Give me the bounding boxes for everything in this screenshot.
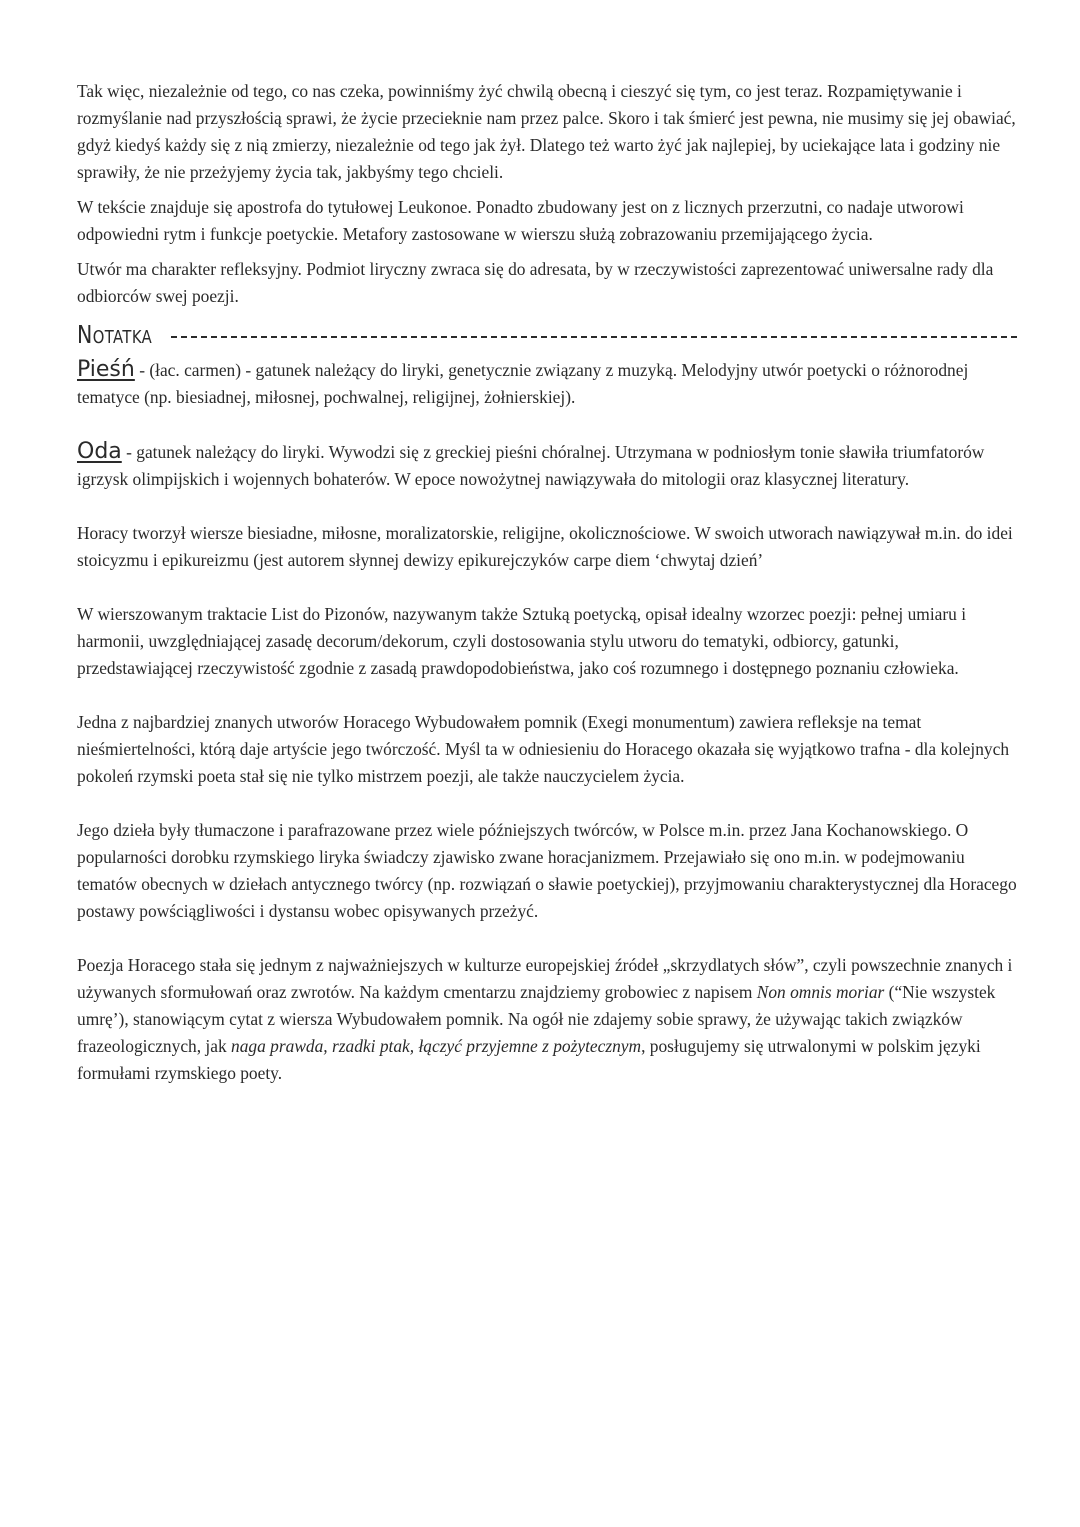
definition-oda-text: - gatunek należący do liryki. Wywodzi się z greckiej pieśni chóralnej. Utrzymana w podniosłym tonie sławiła triumfatorów igrzysk olimpijskich i wojennych bohaterów. W epoce nowożytnej nawiązywała do mitologii oraz klasycznej literatury. [77,442,985,489]
text-segment: Poezja Horacego stała się jednym z najważniejszych w kulturze europejskiej źródeł „skrzydlatych słów”, czyli powszechnie znanych i używanych sformułowań oraz zwrotów. Na każdym cmentarzu znajdziemy grobowiec z napisem [77,955,1013,1002]
term-oda: Oda [77,439,122,464]
paragraph-list-do-pizonow: W wierszowanym traktacie List do Pizonów, nazywanym także Sztuką poetycką, opisał idealny wzorzec poezji: pełnej umiaru i harmonii, uwzględniającej zasadę decorum/dekorum, czyli dostosowania stylu utworu do tematyki, odbiorcy, gatunki, przedstawiającej rzeczywistość zgodnie z zasadą prawdopodobieństwa, jako coś rozumnego i dostępnego poznaniu człowieka. [77,604,967,678]
paragraph-carpe-diem-summary: Tak więc, niezależnie od tego, co nas czeka, powinniśmy żyć chwilą obecną i cieszyć się tym, co jest teraz. Rozpamiętywanie i rozmyślanie nad przyszłością sprawi, że życie przecieknie nam przez palce. Skoro i tak śmierć jest pewna, nie musimy się jej obawiać, gdyż kiedyś każdy się z nią zmierzy, niezależnie od tego jak żył. Dlatego też warto żyć jak najlepiej, by uciekające lata i godziny nie sprawiły, że nie przeżyjemy życia tak, jakbyśmy tego chcieli. [77,81,1016,182]
document-page [77,78,1017,1087]
italic-phrases: naga prawda, rzadki ptak, łączyć przyjemne z pożytecznym [231,1036,642,1056]
notatka-heading [77,312,1017,352]
notatka-title: Notatka [77,320,153,349]
paragraph-reflective-character: Utwór ma charakter refleksyjny. Podmiot liryczny zwraca się do adresata, by w rzeczywistości zaprezentować uniwersalne rady dla odbiorców swej poezji. [77,259,994,306]
definition-piesn [77,356,1017,411]
definition-oda [77,438,1017,493]
term-piesn: Pieśń [77,357,135,382]
dashed-divider [171,336,1017,338]
paragraph-apostrophe: W tekście znajduje się apostrofa do tytułowej Leukonoe. Ponadto zbudowany jest on z licznych przerzutni, co nadaje utworowi odpowiedni rytm i funkcje poetyckie. Metafory zastosowane w wierszu służą zobrazowaniu przemijającego życia. [77,197,964,244]
italic-quote-non-omnis-moriar: Non omnis moriar [756,982,885,1002]
text-segment: (“Nie wszystek umrę’), stanowiącym cytat z wiersza Wybudowałem pomnik. Na ogół nie zdajemy sobie sprawy, że używając takich związków frazeologicznych, jak [77,982,996,1056]
paragraph-exegi-monumentum: Jedna z najbardziej znanych utworów Horacego Wybudowałem pomnik (Exegi monumentum) zawiera refleksje na temat nieśmiertelności, którą daje artyście jego twórczość. Myśl ta w odniesieniu do Horacego okazała się wyjątkowo trafna - dla kolejnych pokoleń rzymski poeta stał się nie tylko mistrzem poezji, ale także nauczycielem życia. [77,712,1010,786]
paragraph-horace-works: Horacy tworzył wiersze biesiadne, miłosne, moralizatorskie, religijne, okolicznościowe. W swoich utworach nawiązywał m.in. do idei stoicyzmu i epikureizmu (jest autorem słynnej dewizy epikurejczyków carpe diem ‘chwytaj dzień’ [77,523,1013,570]
paragraph-horacjanizm: Jego dzieła były tłumaczone i parafrazowane przez wiele późniejszych twórców, w Polsce m.in. przez Jana Kochanowskiego. O popularności dorobku rzymskiego liryka świadczy zjawisko zwane horacjanizmem. Przejawiało się ono m.in. w podejmowaniu tematów obecnych w dziełach antycznego twórcy (np. rozwiązań o sławie poetyckiej), przyjmowaniu charakterystycznej dla Horacego postawy powściągliwości i dystansu wobec opisywanych przeżyć. [77,820,1017,921]
text-segment: , posługujemy się utrwalonymi w polskim języki formułami rzymskiego poety. [77,1036,981,1083]
paragraph-skrzydlate-slowa [77,952,1017,1087]
definition-piesn-text: - (łac. carmen) - gatunek należący do liryki, genetycznie związany z muzyką. Melodyjny utwór poetycki o różnorodnej tematyce (np. biesiadnej, miłosnej, pochwalnej, religijnej, żołnierskiej). [77,360,969,407]
